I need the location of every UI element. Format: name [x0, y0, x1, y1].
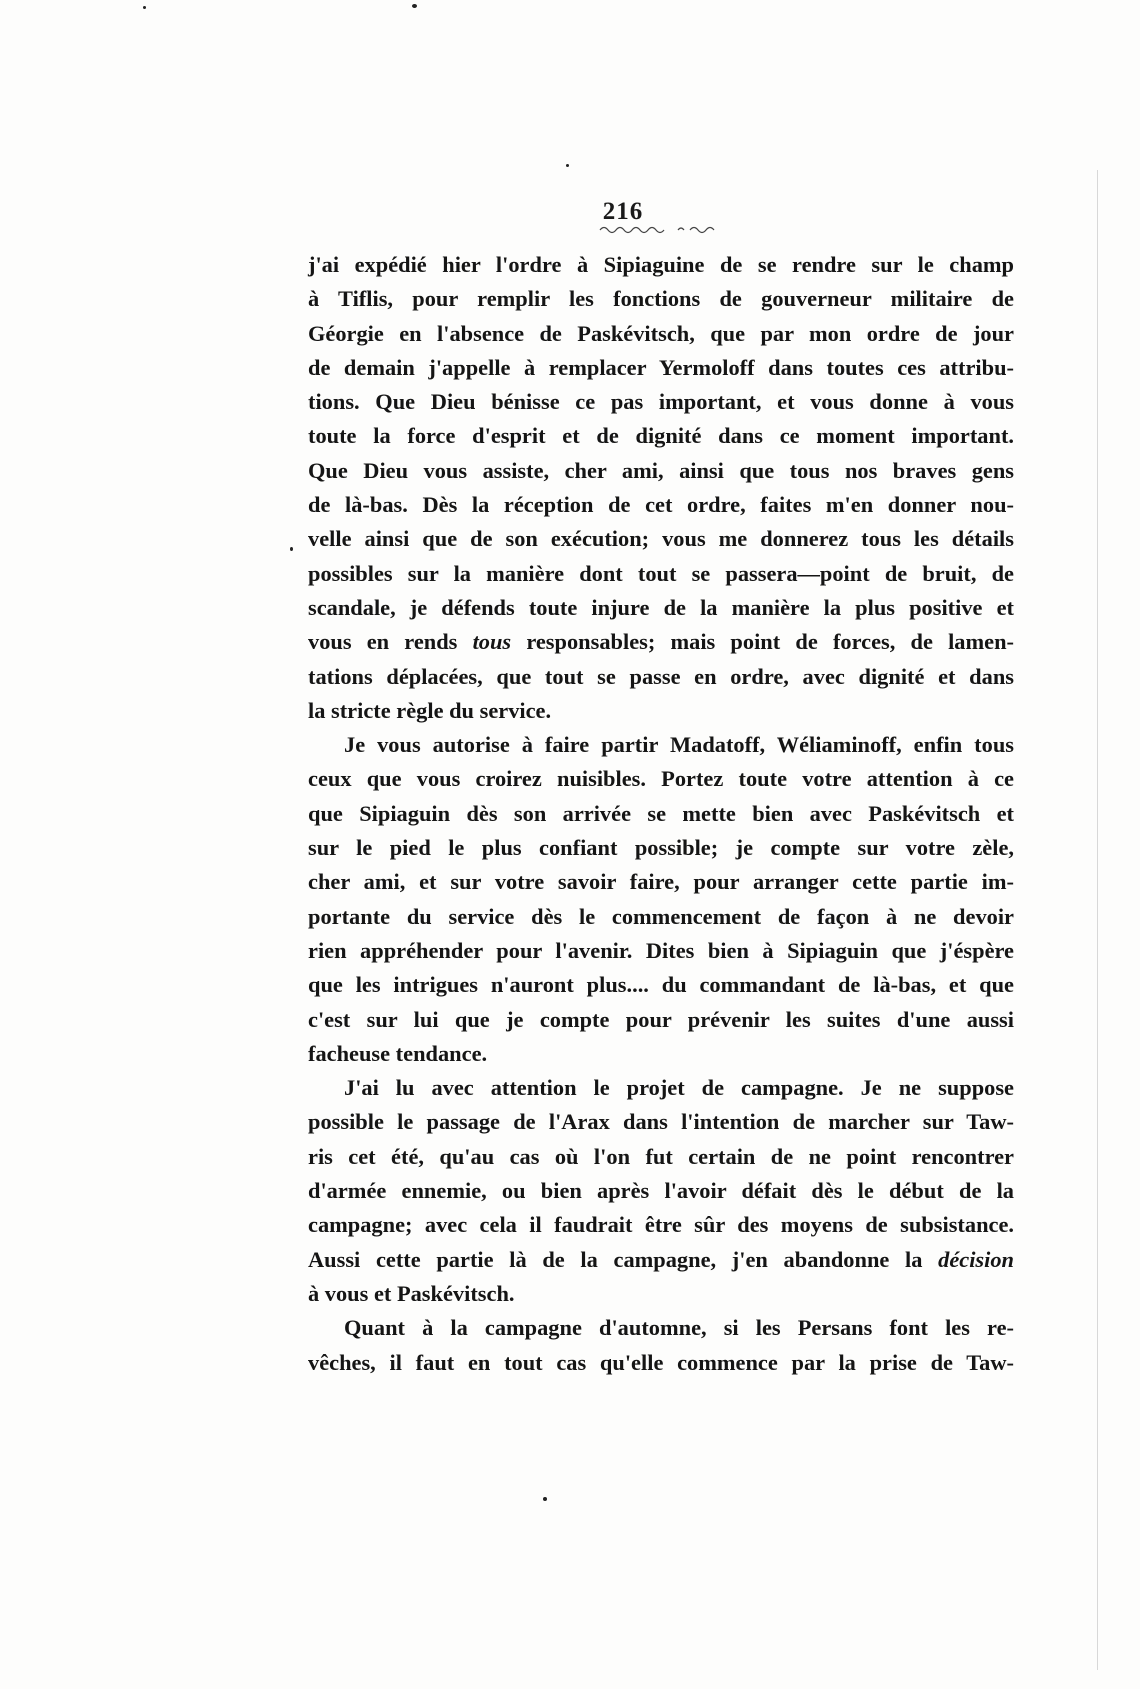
text-line-content: possible le passage de l'Arax dans l'intention de marcher sur Taw-	[308, 1109, 1014, 1135]
page-number: 216	[602, 198, 644, 225]
text-line-content: velle ainsi que de son exécution; vous me donnerez tous les détails	[308, 526, 1014, 552]
text-line-content: campagne; avec cela il faudrait être sûr des moyens de subsistance.	[308, 1212, 1014, 1238]
text-line-content: rien appréhender pour l'avenir. Dites bien à Sipiaguin que j'éspère	[308, 937, 1014, 963]
text-line	[308, 694, 1014, 728]
text-line	[308, 625, 1014, 659]
text-line-content: Je vous autorise à faire partir Madatoff, Wéliaminoff, enfin tous	[344, 732, 1014, 758]
text-line	[308, 248, 1014, 282]
body-text	[308, 248, 1014, 1380]
ink-speck	[412, 4, 417, 8]
text-line-content: Que Dieu vous assiste, cher ami, ainsi que tous nos braves gens	[308, 457, 1014, 483]
text-line-content: sur le pied le plus confiant possible; je compte sur votre zèle,	[308, 835, 1014, 861]
text-line	[308, 660, 1014, 694]
text-line	[308, 831, 1014, 865]
text-line	[308, 351, 1014, 385]
text-line	[308, 934, 1014, 968]
text-line	[308, 454, 1014, 488]
text-line-content: J'ai lu avec attention le projet de campagne. Je ne suppose	[344, 1075, 1014, 1101]
text-line	[308, 1208, 1014, 1242]
text-line-content: Géorgie en l'absence de Paskévitsch, que par mon ordre de jour	[308, 320, 1014, 346]
text-line-content: la stricte règle du service.	[308, 697, 552, 723]
text-line-content: tions. Que Dieu bénisse ce pas important, et vous donne à vous	[308, 389, 1014, 415]
italic-word: décision	[938, 1246, 1014, 1272]
text-line-content: d'armée ennemie, ou bien après l'avoir défait dès le début de la	[308, 1178, 1014, 1204]
ink-speck	[143, 6, 146, 9]
text-line-content: j'ai expédié hier l'ordre à Sipiaguine de se rendre sur le champ	[308, 252, 1014, 277]
page-edge-shadow	[1097, 170, 1098, 1670]
text-line	[308, 419, 1014, 453]
text-line	[308, 1346, 1014, 1380]
ink-speck	[290, 547, 293, 551]
text-line	[308, 762, 1014, 796]
text-line-content: ris cet été, qu'au cas où l'on fut certain de ne point rencontrer	[308, 1143, 1014, 1169]
page-number-ornament	[598, 224, 720, 236]
ink-speck	[566, 164, 569, 167]
text-line-content: tations déplacées, que tout se passe en ordre, avec dignité et dans	[308, 663, 1014, 689]
text-line	[308, 1071, 1014, 1105]
text-line	[308, 1140, 1014, 1174]
text-line-content	[308, 625, 1014, 659]
text-line	[308, 488, 1014, 522]
text-line	[308, 797, 1014, 831]
text-line	[308, 385, 1014, 419]
text-line-content: à Tiflis, pour remplir les fonctions de gouverneur militaire de	[308, 286, 1014, 312]
text-line	[308, 317, 1014, 351]
text-line-content: que Sipiaguin dès son arrivée se mette bien avec Paskévitsch et	[308, 800, 1014, 826]
text-line-content: ceux que vous croirez nuisibles. Portez toute votre attention à ce	[308, 766, 1014, 792]
text-line	[308, 282, 1014, 316]
text-line-content: Quant à la campagne d'automne, si les Persans font les re-	[344, 1315, 1014, 1341]
text-line	[308, 865, 1014, 899]
text-line-content: c'est sur lui que je compte pour prévenir les suites d'une aussi	[308, 1006, 1014, 1032]
text-line	[308, 1174, 1014, 1208]
text-line	[308, 1037, 1014, 1071]
text-line	[308, 900, 1014, 934]
text-line-content: toute la force d'esprit et de dignité dans ce moment important.	[308, 423, 1014, 449]
text-line	[308, 1105, 1014, 1139]
text-line	[308, 1277, 1014, 1311]
text-line-content: que les intrigues n'auront plus.... du commandant de là-bas, et que	[308, 972, 1014, 998]
text-run: vous en rends	[308, 629, 473, 655]
text-line-content: scandale, je défends toute injure de la manière la plus positive et	[308, 594, 1014, 620]
text-line	[308, 591, 1014, 625]
text-line-content	[308, 1243, 1014, 1277]
text-line	[308, 1243, 1014, 1277]
text-line-content: portante du service dès le commencement de façon à ne devoir	[308, 903, 1014, 929]
text-line	[308, 1003, 1014, 1037]
text-line	[308, 1311, 1014, 1345]
text-line-content: de demain j'appelle à remplacer Yermoloff dans toutes ces attribu-	[308, 354, 1014, 380]
text-line-content: à vous et Paskévitsch.	[308, 1280, 515, 1306]
text-run: Aussi cette partie là de la campagne, j'en abandonne la	[308, 1246, 939, 1272]
ink-speck	[543, 1497, 547, 1501]
text-line	[308, 522, 1014, 556]
text-run: responsables; mais point de forces, de lamen-	[511, 629, 1014, 655]
text-line-content: possibles sur la manière dont tout se passera—point de bruit, de	[308, 560, 1014, 586]
text-line-content: de là-bas. Dès la réception de cet ordre, faites m'en donner nou-	[308, 492, 1014, 518]
text-line-content: facheuse tendance.	[308, 1040, 488, 1066]
text-line	[308, 557, 1014, 591]
italic-word: tous	[472, 629, 512, 655]
text-line	[308, 968, 1014, 1002]
text-line-content: cher ami, et sur votre savoir faire, pour arranger cette partie im-	[308, 869, 1014, 895]
text-line	[308, 728, 1014, 762]
text-line-content: vêches, il faut en tout cas qu'elle commence par la prise de Taw-	[308, 1349, 1014, 1375]
